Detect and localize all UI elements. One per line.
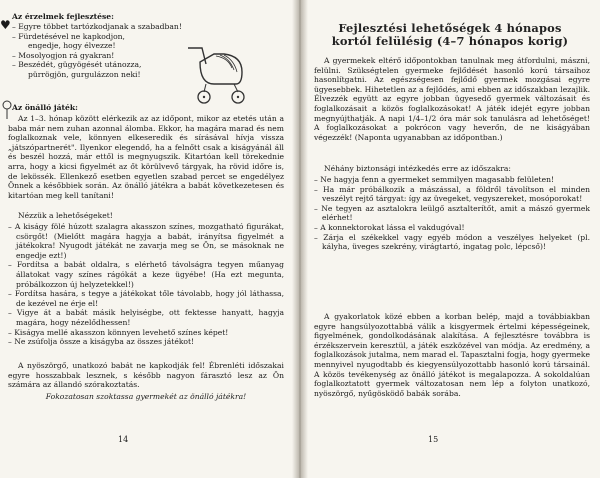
play-intro-paragraph: Az 1–3. hónap között elérkezik az az időpont, mikor az etetés után a baba már nem zuhan azonnal álomba. Ekkor, ha magára marad és nem foglalkoznak vele, könnyen elkeseredik és sírásával hívja vissza „játszópartnerét". Ilyenkor elegendő, ha a felnőtt csak a kiságyánál áll és beszél hozzá, már ettől is megnyugszik. Kitartóan kell törekednie arra, hogy a kicsi figyelmét az őt körülvevő tárgyak, ha rövid időre is, de lekössék. Ellenkező esetben egyetlen szabad percet se engedélyez Önnek a későbbiek során. Az önálló játékra a babát következetesen és kitartóan meg kell tanítani! <box>8 114 284 200</box>
stroller-illustration <box>180 44 250 106</box>
development-paragraph: A gyermekek eltérő időpontokban tanulnak meg átfordulni, mászni, felülni. Szükségtelen gyermeke fejlődését hasonló korú társaihoz hasonlítgatni. Az egészségesen fejlődő gyermek mozgásai egyre ügyesebbek. Hihetetlen az a fejlődés, ami ebben az időszakban lezajlik. Élvezzék együtt az egyre jobban ügyesedő gyermek változásait és foglalkozásait a közös foglalkozásokat! A játék idejét egyre jobban megnyújthatják. A napi 1/4–1/2 óra már sok tanulásra ad lehetőséget! A foglalkozásokat a pokrócon vagy heverőn, de ne kiságyában végezzék! (Naponta ugyanabban az időpontban.) <box>314 56 590 142</box>
page-number: 14 <box>118 435 129 444</box>
right-page <box>300 0 600 478</box>
page-title <box>310 22 590 48</box>
list-item: – Fürdetésével ne kapkodjon, <box>12 31 125 41</box>
emotions-list <box>12 22 192 80</box>
list-item: – Ne hagyja fenn a gyermeket semmilyen magasabb felületen! <box>314 175 555 184</box>
list-item: – Beszédét, gügyögését utánozza, <box>12 60 142 70</box>
list-item: – Fordítsa a babát oldalra, s elérhető távolságra tegyen műanyag állatokat vagy színes rágókát a keze ügyébe! (Ha ezt megunta, próbálkozzon új helyzetekkel!) <box>8 260 284 289</box>
options-intro: Nézzük a lehetőségeket! <box>18 211 113 220</box>
list-item: – Egyre többet tartózkodjanak a szabadban! <box>12 22 182 31</box>
list-item: – A kiságy fölé húzott szalagra akasszon színes, mozgatható figurákat, csörgőt! (Mielőtt magára hagyja a babát, irányítsa figyelmét a játékokra! Nyugodt játékát ne zavarja meg se Ön, se másoknak ne engedje ezt!) <box>8 222 284 260</box>
closing-motto: Fokozatosan szoktassa gyermekét az önálló játékra! <box>45 392 247 401</box>
heart-icon: ♥ <box>0 18 11 32</box>
list-item: engedje, hogy élvezze! <box>28 41 116 51</box>
list-item: – Ne zsúfolja össze a kiságyba az összes játékot! <box>8 337 195 347</box>
title-line: kortól felülésig (4–7 hónapos korig) <box>331 34 569 48</box>
options-list <box>8 222 284 347</box>
title-line: Fejlesztési lehetőségek 4 hónapos <box>338 21 562 35</box>
list-item: – Vigye át a babát másik helyiségbe, ott fektesse hanyatt, hagyja magára, hogy nézelődhessen! <box>8 308 284 327</box>
list-item: pürrögjön, gurgulázzon neki! <box>28 69 141 79</box>
list-item: – Kiságya mellé akasszon könnyen levehető színes képet! <box>8 327 229 337</box>
list-item: – Ne tegyen az asztalokra leülgő asztalterítőt, amit a mászó gyermek elérhet! <box>314 203 590 223</box>
list-item: – A konnektorokat lássa el vakdugóval! <box>314 222 465 232</box>
closing-paragraph: A nyöszörgő, unatkozó babát ne kapkodják fel! Ébrenléti időszakai egyre hosszabbak lesznek, s később nagyon fárasztó lesz az Ön számára az állandó szórakoztatás. <box>8 361 284 390</box>
list-item: – Mosolyogjon rá gyakran! <box>12 50 115 60</box>
cognitive-paragraph: A gyakorlatok közé ebben a korban belép, majd a továbbiakban egyre hangsúlyozottabbá válik a kisgyermek értelmi képességeinek, figyelmének, gondolkodásának alakítása. A fejlesztésre továbbra is érzékszervein keresztül, a játék eszközével van módja. Az eredmény, a foglalkozások jutalma, nem marad el. Tapasztalni fogja, hogy gyermeke mennyivel nyugodtabb és kiegyensúlyozottabb hasonló korú társainál. A közös tevékenység az önálló játékot is megalapozza. A sokoldalúan foglalkoztatott gyermek változatosan nem lép a folyton unatkozó, nyöszörgő, nyűgösködő babák sorába. <box>314 312 590 398</box>
book-gutter <box>292 0 308 478</box>
safety-intro: Néhány biztonsági intézkedés erre az időszakra: <box>324 164 511 173</box>
list-item: – Fordítsa hasára, s tegye a játékokat tőle távolabb, hogy jól láthassa, de kezével ne érje el! <box>8 289 284 308</box>
section-heading-emotions: Az érzelmek fejlesztése: <box>12 12 114 21</box>
left-page <box>0 0 296 478</box>
safety-list <box>314 175 590 252</box>
page-number: 15 <box>428 435 439 444</box>
list-item: – Ha már próbálkozik a mászással, a földről távolítson el minden veszélyt rejtő tárgyat: így az üvegeket, vegyszereket, mosóporokat! <box>314 184 590 204</box>
list-item: – Zárja el székekkel vagy egyéb módon a veszélyes helyeket (pl. kályha, üveges szekrény, virágtartó, ingatag polc, lépcső)! <box>314 232 590 252</box>
section-heading-play: Az önálló játék: <box>12 103 78 112</box>
